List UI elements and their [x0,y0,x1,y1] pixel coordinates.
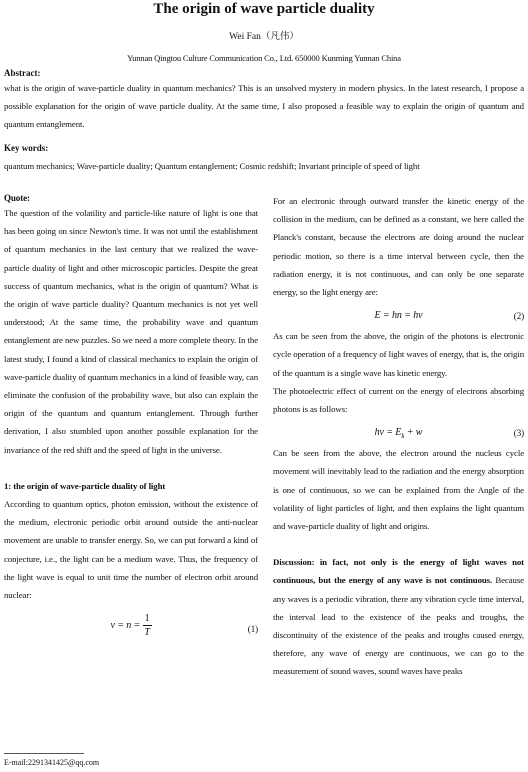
equation-3 [273,420,524,442]
equation-1-fraction [143,612,152,639]
planck-paragraph: For an electronic through outward transfer the kinetic energy of the collision in the medium, can be defined as a constant, we here called the Planck's constant, because the electrons are doing around the nuclear periodic motion, so there is a time interval between cycle, then the radiation energy, it is not continuous, and can only be one separate energy, so the light energy are: [273,196,524,298]
abstract-heading: Abstract: [4,68,41,78]
conclusion-paragraph: Can be seen from the above, the electron around the nucleus cycle movement will inevitably lead to the radiation and the energy absorption is one of continuous, so we can be explained from the Angle of the volatility of light particles of light, and then explains the light quantum and wave-particle duality of light and origins. [273,448,524,532]
right-column [273,192,524,681]
discussion-paragraph [273,553,524,680]
quote-paragraph: The question of the volatility and particle-like nature of light is one that has been going on since Newton's time. It was not until the establishment of quantum mechanics in the last century that we realized the wave-particle duality of light and other microscopic particles. Despite the great success of quantum mechanics, what is the origin of quantum? What is the origin of wave particle duality? Quantum mechanics is not yet well understood; At the same time, the probability wave and quantum entanglement are new puzzles. So we need a more complete theory. In the latest study, I found a kind of classical mechanics to explain the origin of wave-particle duality of quantum mechanics in a kind of feasible way, can eliminate the confusion of the probability wave, but also can explain the origin of the quantum and quantum entanglement. Through further derivation, I also stumbled upon another possible explanation for the invariance of the red shift and the speed of light in the universe. [4,208,258,455]
equation-2-expression: E = hn = hv [374,310,423,322]
photoelectric-paragraph: The photoelectric effect of current on the energy of electrons absorbing photons is as follows: [273,385,524,415]
equation-3-number: (3) [513,428,524,439]
equation-1-lhs: v = n = [110,620,141,632]
discussion-text: Because any waves is a periodic vibration, there any vibration cycle time interval, the interval lead to the existence of the peaks and troughs, the discontinuity of the existence of the peaks and troughs caused energy, therefore, any wave of energy are continuous, we can go to the measurement of sound waves, sound waves have peaks [273,575,524,677]
footnote-rule [4,753,84,754]
equation-3-tail: + w [404,427,423,439]
discussion-bold-lead: Discussion: in fact, not only is the energy of light waves not continuous, but the energy of any wave is not continuous. [273,557,524,586]
author-affiliation: Yunnan Qingtou Culture Communication Co., Ltd. 650000 Kunming Yunnan China [127,53,401,63]
author-email: E-mail:2291341425@qq.com [4,758,100,767]
keywords-heading: Key words: [4,143,49,153]
equation-3-expression [273,424,524,445]
section-1-paragraph: According to quantum optics, photon emission, without the existence of the medium, electronic periodic orbit around outside the anti-nuclear movement are unable to transfer energy. So, we can put forward a kind of conjecture, i.e., the light can be a medium wave. Thus, the frequency of the light wave is equal to unit time the number of electron orbit around nuclear: [4,499,258,601]
equation-3-lhs: hv = E [374,427,402,439]
equation-1-number: (1) [247,624,258,635]
photon-origin-paragraph: As can be seen from the above, the origin of the photons is electronic cycle operation of a frequency of light waves of energy, that is, the origin of the quantum is a single wave has kinetic energy. [273,331,524,378]
section-1-heading: 1: the origin of wave-particle duality of light [4,480,166,491]
paper-title: The origin of wave particle duality [153,1,375,17]
left-column [4,192,258,648]
equation-2 [273,303,524,325]
equation-2-number: (2) [513,311,524,322]
author-name: Wei Fan（凡伟） [229,32,299,42]
equation-1-numerator: 1 [144,613,150,625]
equation-3-subscript: k [401,432,405,441]
keywords-text: quantum mechanics; Wave-particle duality; Quantum entanglement; Cosmic redshift; Invariant principle of speed of light [4,161,420,171]
quote-heading: Quote: [4,193,30,203]
equation-1 [4,606,258,646]
abstract-text: what is the origin of wave-particle duality in quantum mechanics? This is an unsolved mystery in modern physics. In the latest research, I propose a possible explanation for the origin of wave particle duality. At the same time, I also proposed a feasible way to explain the origin of quantum and quantum entanglement. [4,83,524,129]
equation-1-denominator: T [144,627,150,639]
